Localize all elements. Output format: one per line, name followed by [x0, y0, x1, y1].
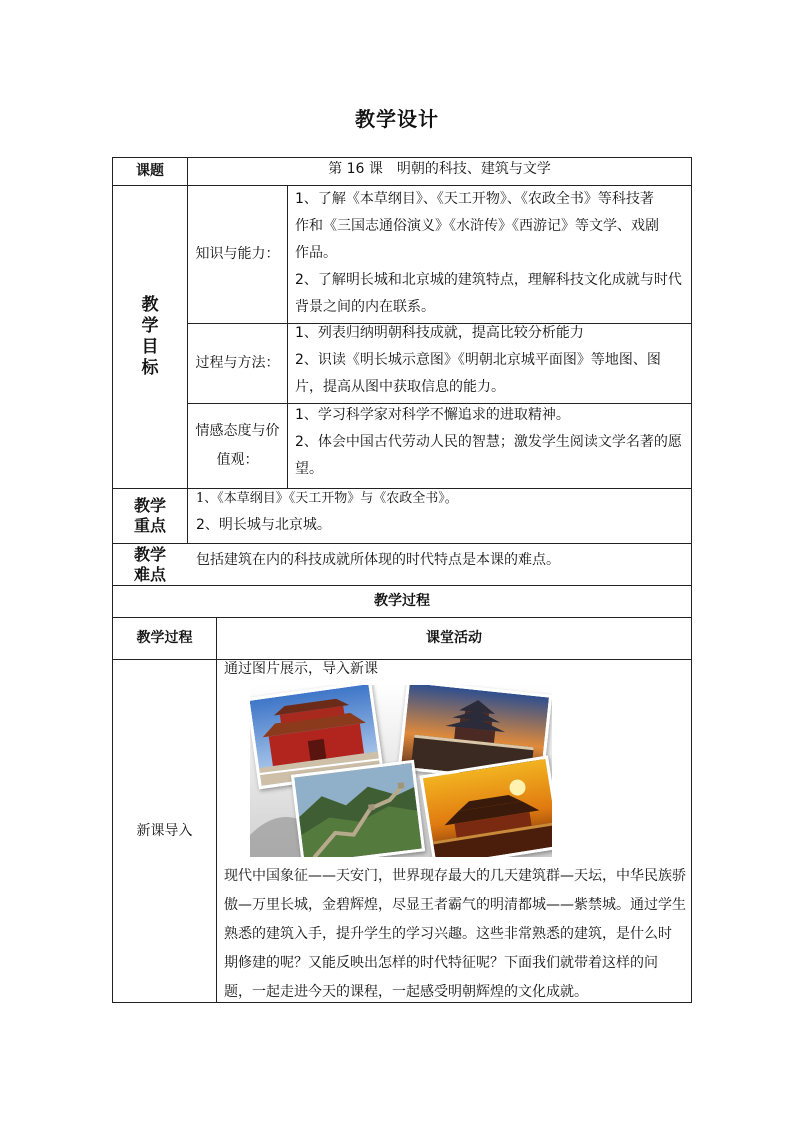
intro-text: 通过图片展示，导入新课 [224, 661, 378, 677]
col-divider [287, 185, 288, 488]
emotion-label [188, 404, 287, 488]
key-points-content [196, 485, 690, 539]
key-points-line: 1、《本草纲目》《天工开物》与《农政全书》。 [196, 491, 458, 506]
process-col2-header: 课堂活动 [426, 630, 482, 646]
emotion-line: 1、学习科学家对科学不懈追求的进取精神。 [295, 407, 570, 423]
knowledge-line: 作和《三国志通俗演义》《水浒传》《西游记》等文学、戏剧 [295, 218, 659, 234]
stage-label: 新课导入 [136, 822, 193, 839]
process-line: 片，提高从图中获取信息的能力。 [295, 379, 505, 395]
narrative-line: 熟悉的建筑入手，提升学生的学习兴趣。这些非常熟悉的建筑，是什么时 [224, 926, 672, 942]
knowledge-line: 1、了解《本草纲目》、《天工开物》、《农政全书》等科技著 [295, 191, 654, 207]
key-points-label-line: 教学 [133, 496, 166, 515]
narrative-content [224, 862, 686, 1007]
emotion-label-line: 情感态度与价 [195, 423, 280, 439]
landmark-photo-collage [250, 685, 552, 857]
process-section-title: 教学过程 [374, 593, 430, 609]
key-points-label-line: 重点 [133, 516, 166, 535]
knowledge-line: 作品。 [295, 245, 337, 261]
difficulties-text: 包括建筑在内的科技成就所体现的时代特点是本课的难点。 [196, 552, 560, 568]
process-line: 2、识读《明长城示意图》《明朝北京城平面图》等地图、图 [295, 352, 661, 368]
objectives-label: 教 学 目 标 [141, 295, 159, 378]
knowledge-label: 知识与能力： [195, 246, 280, 262]
table-border [691, 157, 692, 1003]
objectives-label-cell [113, 186, 187, 488]
emotion-line: 2、体会中国古代劳动人民的智慧；激发学生阅读文学名著的愿 [295, 434, 682, 450]
emotion-content [295, 402, 690, 483]
narrative-line: 现代中国象征——天安门，世界现存最大的几天建筑群—天坛，中华民族骄 [224, 868, 686, 884]
col-divider [216, 617, 217, 1003]
lesson-label: 课题 [136, 163, 164, 179]
knowledge-line: 背景之间的内在联系。 [295, 299, 435, 315]
emotion-label-line: 值观： [216, 452, 259, 468]
process-col1-header: 教学过程 [136, 630, 193, 646]
difficulties-label [113, 544, 187, 585]
difficulties-label-line: 难点 [133, 564, 166, 584]
row-divider [112, 543, 692, 544]
narrative-line: 傲—万里长城，金碧辉煌，尽显王者霸气的明清都城——紫禁城。通过学生 [224, 897, 686, 913]
forbidden-city-image [423, 759, 552, 857]
knowledge-content [295, 186, 690, 321]
process-label: 过程与方法： [195, 355, 280, 371]
lesson-plan-table [112, 157, 692, 1003]
emotion-line: 望。 [295, 461, 323, 477]
process-line: 1、列表归纳明朝科技成就，提高比较分析能力 [295, 325, 584, 341]
narrative-line: 期修建的呢？又能反映出怎样的时代特征呢？下面我们就带着这样的问 [224, 955, 658, 971]
knowledge-line: 2、了解明长城和北京城的建筑特点，理解科技文化成就与时代 [295, 272, 682, 288]
difficulties-label-line: 教学 [133, 544, 166, 564]
process-content [295, 320, 690, 401]
lesson-title: 第 16 课 明朝的科技、建筑与文学 [328, 161, 551, 177]
great-wall-photo [291, 760, 425, 857]
page-title: 教学设计 [355, 107, 439, 131]
key-points-label [113, 489, 187, 543]
key-points-line: 2、明长城与北京城。 [196, 517, 331, 533]
narrative-line: 题，一起走进今天的课程，一起感受明朝辉煌的文化成就。 [224, 984, 588, 1000]
great-wall-image [294, 763, 422, 857]
